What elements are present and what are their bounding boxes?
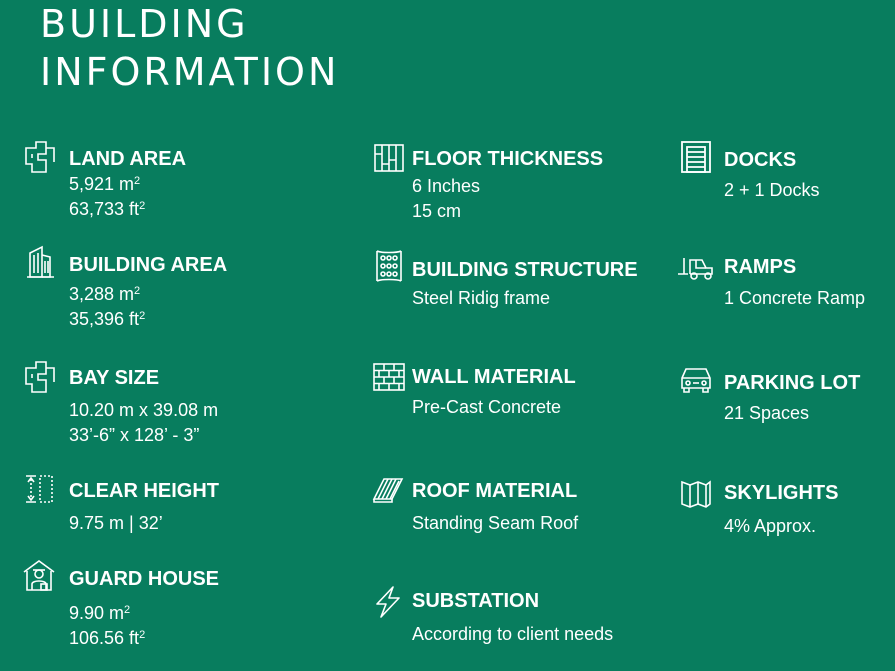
substation-value: According to client needs	[412, 624, 614, 644]
ramps-label: RAMPS	[724, 256, 797, 278]
wall-material-label: WALL MATERIAL	[412, 366, 576, 388]
door-icon	[679, 140, 713, 174]
page-title	[40, 0, 339, 96]
height-icon	[22, 472, 56, 506]
building-area-value-metric: 3,288 $m^2$	[69, 284, 141, 304]
floor-thickness-value-cm: 15 cm	[412, 201, 462, 221]
lightning-icon	[371, 585, 405, 619]
roof-material-value: Standing Seam Roof	[412, 513, 579, 533]
floor-layers-icon	[372, 142, 406, 176]
forklift-icon	[676, 250, 718, 284]
floor-thickness-label: FLOOR THICKNESS	[412, 148, 604, 170]
building-icon	[24, 245, 58, 279]
guard-icon	[22, 558, 56, 592]
clear-height-label: CLEAR HEIGHT	[69, 480, 219, 502]
building-structure-label: BUILDING STRUCTURE	[412, 259, 638, 281]
land-area-value-imperial: 63,733 $ft^2$	[69, 199, 146, 219]
brick-wall-icon	[372, 360, 406, 394]
floor-thickness-value-inches: 6 Inches	[412, 176, 481, 196]
floorplan-icon	[24, 140, 58, 174]
parking-lot-label: PARKING LOT	[724, 372, 861, 394]
guard-house-label: GUARD HOUSE	[69, 568, 220, 590]
docks-value: 2 + 1 Docks	[724, 180, 820, 200]
ramps-value: 1 Concrete Ramp	[724, 288, 866, 308]
page-title-line-2: INFORMATION	[40, 50, 340, 94]
land-area-value-metric: 5,921 $m^2$	[69, 174, 141, 194]
bay-size-value-imperial: 33’-6” x 128’ - 3”	[69, 425, 200, 445]
bay-size-value-metric: 10.20 m x 39.08 m	[69, 400, 219, 420]
floorplan-icon	[24, 360, 58, 394]
clear-height-value: 9.75 m | 32’	[69, 513, 163, 533]
page-title-line-1: BUILDING	[40, 2, 249, 46]
building-area-value-imperial: 35,396 $ft^2$	[69, 309, 146, 329]
guard-house-value-imperial: 106.56 $ft^2$	[69, 628, 146, 648]
wall-material-value: Pre-Cast Concrete	[412, 397, 562, 417]
skylights-value: 4% Approx.	[724, 516, 817, 536]
land-area-label: LAND AREA	[69, 148, 187, 170]
steel-beam-icon	[372, 249, 406, 283]
car-icon	[679, 362, 713, 396]
guard-house-value-metric: 9.90 $m^2$	[69, 603, 131, 623]
skylight-icon	[679, 476, 713, 510]
parking-lot-value: 21 Spaces	[724, 403, 810, 423]
substation-label: SUBSTATION	[412, 590, 540, 612]
roof-material-label: ROOF MATERIAL	[412, 480, 578, 502]
building-area-label: BUILDING AREA	[69, 254, 228, 276]
building-structure-value: Steel Ridig frame	[412, 288, 551, 308]
skylights-label: SKYLIGHTS	[724, 482, 839, 504]
bay-size-label: BAY SIZE	[69, 367, 160, 389]
docks-label: DOCKS	[724, 149, 797, 171]
roof-icon	[370, 473, 404, 507]
